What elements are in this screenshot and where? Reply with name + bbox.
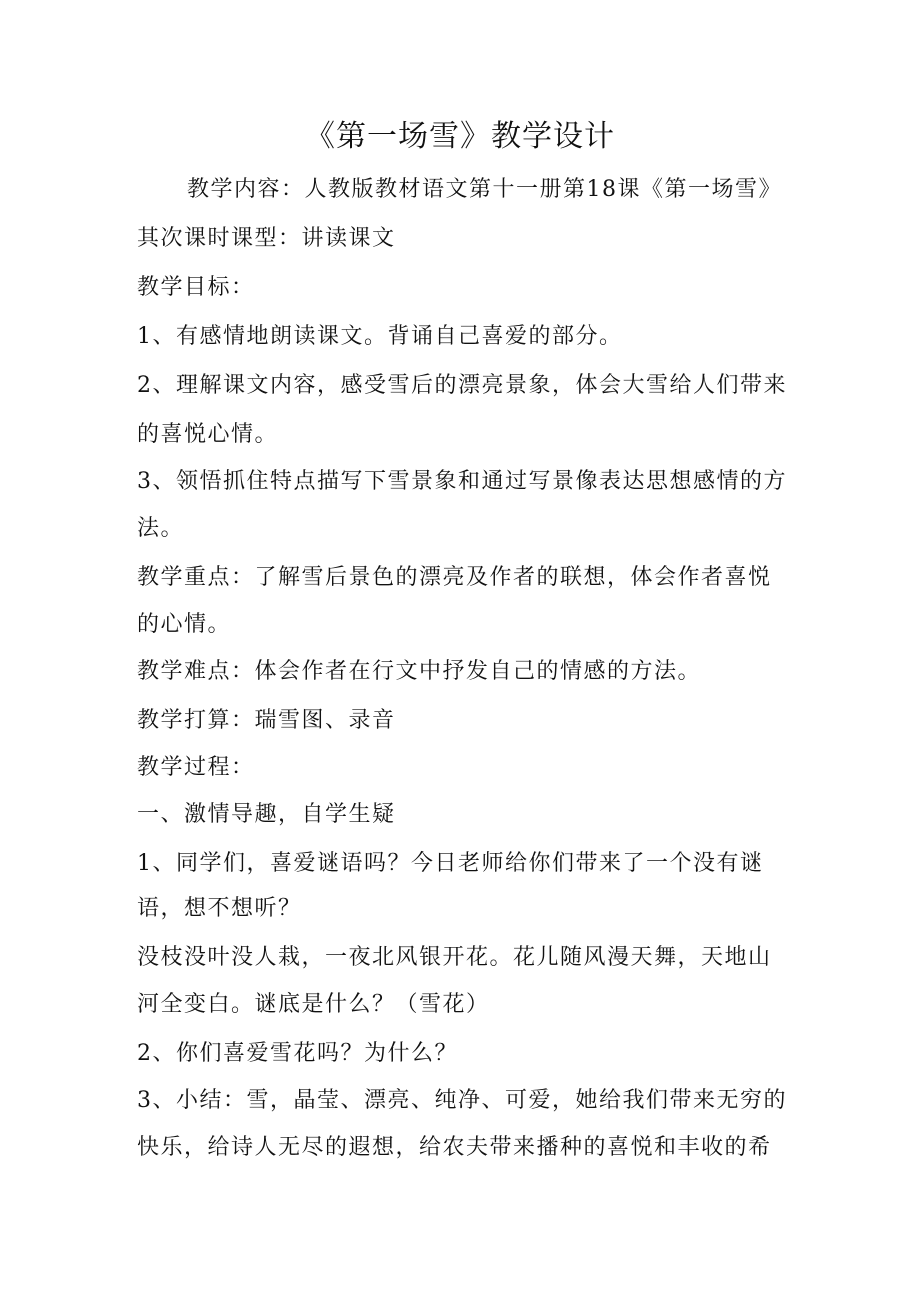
step-1-line-1: 1、同学们，喜爱谜语吗？今日老师给你们带来了一个没有谜 bbox=[137, 851, 764, 876]
key-points-line-2: 的心情。 bbox=[137, 612, 232, 637]
summary-line-1: 3、小结：雪，晶莹、漂亮、纯净、可爱，她给我们带来无穷的 bbox=[137, 1088, 787, 1113]
objective-3-line-2: 法。 bbox=[137, 516, 185, 541]
step-1-line-2: 语，想不想听？ bbox=[137, 896, 302, 921]
objective-2-line-2: 的喜悦心情。 bbox=[137, 422, 279, 447]
objective-1: 1、有感情地朗读课文。背诵自己喜爱的部分。 bbox=[137, 324, 623, 349]
process-heading: 教学过程： bbox=[137, 755, 255, 780]
riddle-line-1: 没枝没叶没人栽，一夜北风银开花。花儿随风漫天舞，天地山 bbox=[137, 945, 772, 970]
objective-2-line-1: 2、理解课文内容，感受雪后的漂亮景象，体会大雪给人们带来 bbox=[137, 373, 787, 398]
teaching-content-line: 教学内容：人教版教材语文第十一册第18课《第一场雪》 bbox=[187, 177, 782, 202]
preparation-line: 教学打算：瑞雪图、录音 bbox=[137, 708, 396, 733]
section-1-heading: 一、激情导趣，自学生疑 bbox=[137, 802, 396, 827]
step-2-line: 2、你们喜爱雪花吗？为什么？ bbox=[137, 1041, 458, 1066]
riddle-line-2: 河全变白。谜底是什么？（雪花） bbox=[137, 992, 490, 1017]
difficulties-line: 教学难点：体会作者在行文中抒发自己的情感的方法。 bbox=[137, 659, 702, 684]
objectives-heading: 教学目标： bbox=[137, 275, 255, 300]
objective-3-line-1: 3、领悟抓住特点描写下雪景象和通过写景像表达思想感情的方 bbox=[137, 469, 787, 494]
key-points-line-1: 教学重点：了解雪后景色的漂亮及作者的联想，体会作者喜悦 bbox=[137, 565, 772, 590]
document-title: 《第一场雪》教学设计 bbox=[305, 119, 615, 154]
lesson-type-line: 其次课时课型：讲读课文 bbox=[137, 226, 396, 251]
summary-line-2: 快乐，给诗人无尽的遐想，给农夫带来播种的喜悦和丰收的希 bbox=[137, 1135, 772, 1160]
